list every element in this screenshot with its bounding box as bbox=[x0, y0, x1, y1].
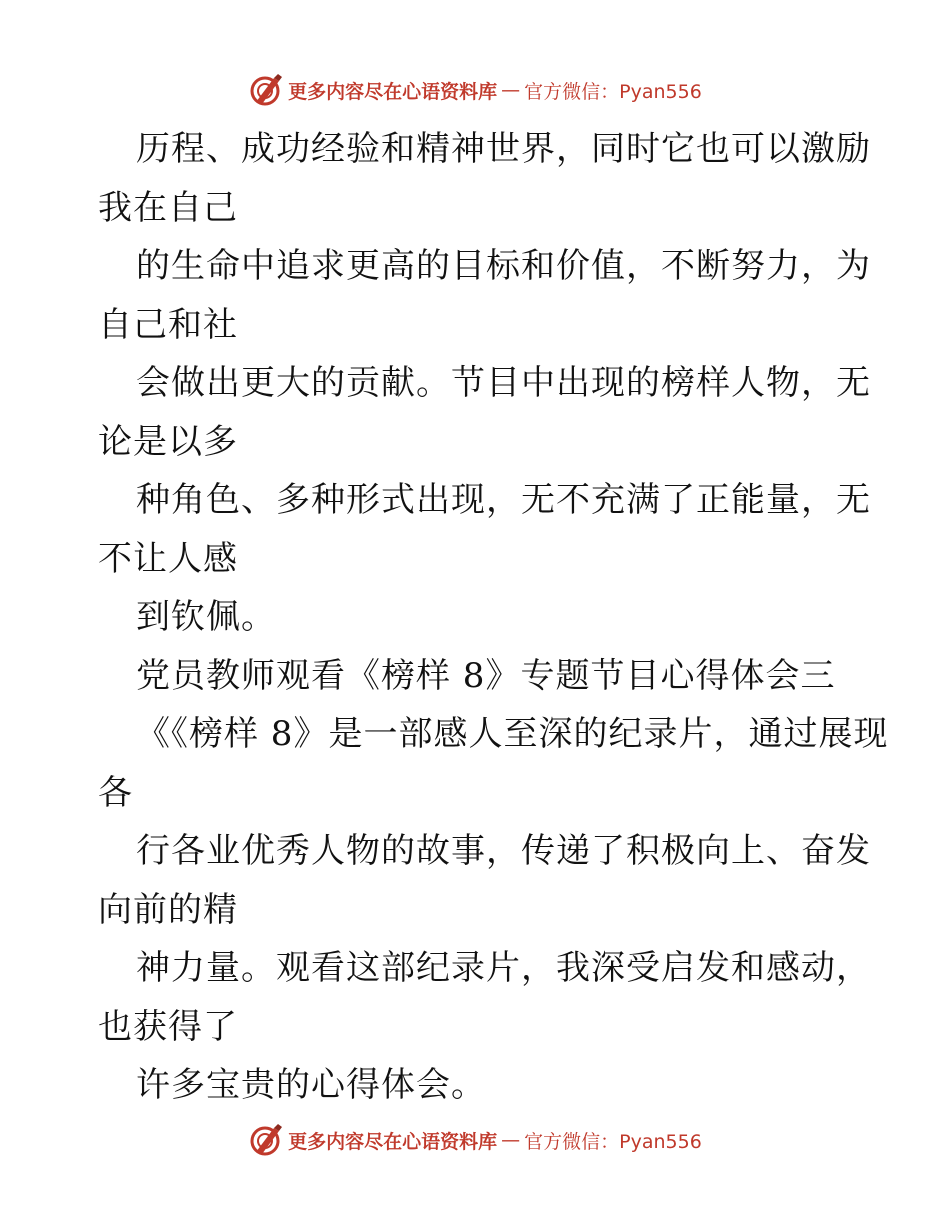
text-line: 各 bbox=[98, 772, 133, 813]
header-banner-content bbox=[248, 72, 702, 108]
text-line: 也获得了 bbox=[98, 1006, 238, 1047]
document-body bbox=[98, 120, 889, 1115]
footer-wechat-text: 官方微信：Pyan556 bbox=[524, 1130, 702, 1153]
text-line: 种角色、多种形式出现，无不充满了正能量，无 bbox=[136, 480, 871, 520]
text-line: 到钦佩。 bbox=[136, 597, 276, 637]
footer-separator: — bbox=[501, 1129, 521, 1151]
text-line: 历程、成功经验和精神世界，同时它也可以激励 bbox=[136, 129, 871, 169]
header-site-text: 更多内容尽在心语资料库 bbox=[288, 80, 498, 103]
text-line: 神力量。观看这部纪录片，我深受启发和感动， bbox=[136, 948, 871, 988]
text-line: 向前的精 bbox=[98, 889, 238, 930]
text-line: 党员教师观看《榜样 8》专题节目心得体会三 bbox=[136, 655, 836, 696]
text-line: 论是以多 bbox=[98, 421, 238, 462]
text-line: 许多宝贵的心得体会。 bbox=[136, 1065, 486, 1105]
text-line: 《《榜样 8》是一部感人至深的纪录片，通过展现 bbox=[136, 714, 889, 754]
text-line: 我在自己 bbox=[98, 187, 238, 228]
text-line: 行各业优秀人物的故事，传递了积极向上、奋发 bbox=[136, 831, 871, 871]
text-line: 不让人感 bbox=[98, 538, 238, 579]
page-header-banner bbox=[0, 70, 950, 110]
text-line: 的生命中追求更高的目标和价值，不断努力，为 bbox=[136, 246, 871, 286]
text-line: 会做出更大的贡献。节目中出现的榜样人物，无 bbox=[136, 363, 871, 403]
footer-banner-content bbox=[248, 1122, 702, 1158]
header-wechat-text: 官方微信：Pyan556 bbox=[524, 80, 702, 103]
pen-logo-icon bbox=[248, 1122, 284, 1158]
text-line: 自己和社 bbox=[98, 304, 238, 345]
header-separator: — bbox=[501, 79, 521, 101]
page-footer-banner bbox=[0, 1120, 950, 1160]
pen-logo-icon bbox=[248, 72, 284, 108]
footer-site-text: 更多内容尽在心语资料库 bbox=[288, 1130, 498, 1153]
